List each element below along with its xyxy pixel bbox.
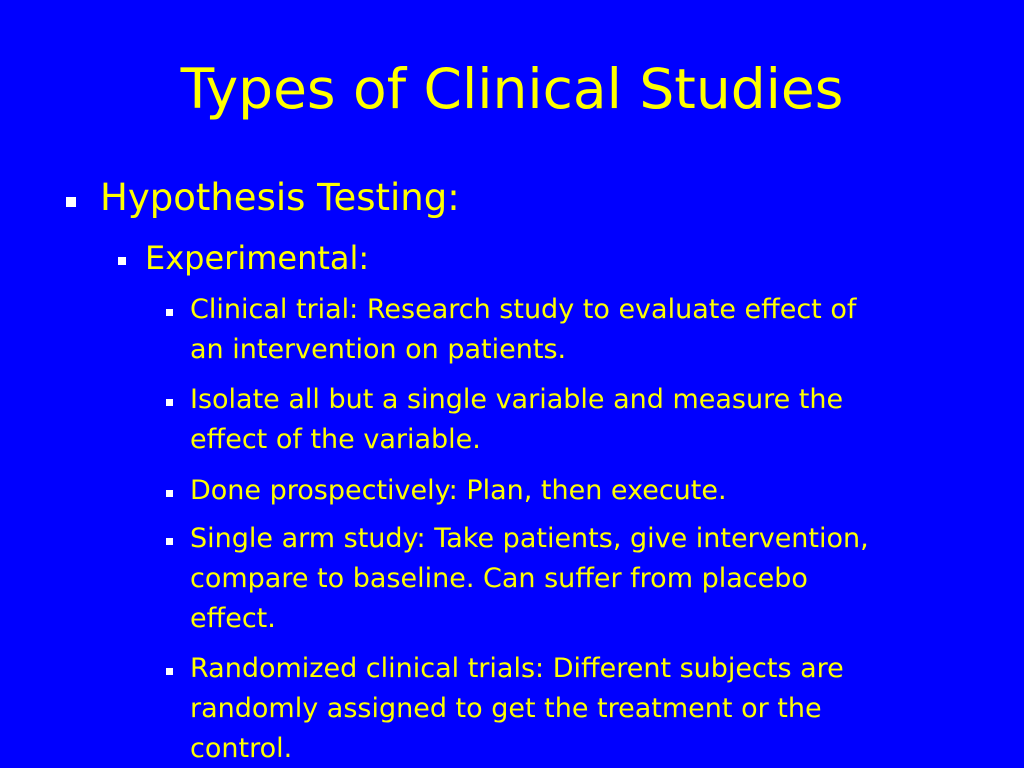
list-item-line: effect.	[190, 603, 276, 634]
list-item-single-arm-study	[190, 519, 970, 639]
square-bullet-icon	[118, 257, 126, 265]
square-bullet-icon	[166, 668, 173, 675]
list-item-line: Done prospectively: Plan, then execute.	[190, 475, 727, 506]
list-item-done-prospectively	[190, 471, 970, 511]
list-item-line: Single arm study: Take patients, give intervention,	[190, 523, 869, 554]
list-item-line: compare to baseline. Can suffer from placebo	[190, 563, 808, 594]
list-item-line: an intervention on patients.	[190, 334, 567, 365]
bullet-experimental: Experimental:	[145, 239, 370, 277]
list-item-line: Clinical trial: Research study to evaluate effect of	[190, 294, 857, 325]
list-item-line: control.	[190, 733, 293, 764]
list-item-line: randomly assigned to get the treatment or the	[190, 693, 822, 724]
list-item-randomized-trials	[190, 649, 970, 768]
list-item-isolate-variable	[190, 380, 970, 460]
bullet-hypothesis-testing: Hypothesis Testing:	[100, 176, 460, 219]
slide-title: Types of Clinical Studies	[180, 57, 844, 121]
square-bullet-icon	[66, 197, 76, 207]
square-bullet-icon	[166, 490, 173, 497]
list-item-line: Randomized clinical trials: Different subjects are	[190, 653, 844, 684]
list-item-line: Isolate all but a single variable and measure the	[190, 384, 844, 415]
square-bullet-icon	[166, 538, 173, 545]
square-bullet-icon	[166, 309, 173, 316]
list-item-clinical-trial	[190, 290, 970, 370]
square-bullet-icon	[166, 399, 173, 406]
list-item-line: effect of the variable.	[190, 424, 481, 455]
